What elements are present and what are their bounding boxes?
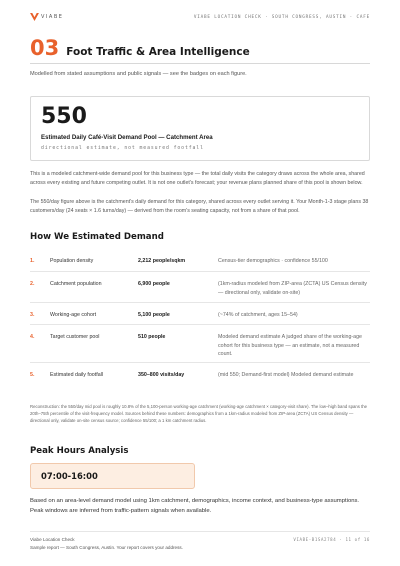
section-divider	[30, 63, 370, 64]
row-note: (1km-radius modeled from ZIP-area (ZCTA) US Census density — directional only, validate on-site)	[218, 281, 367, 296]
row-note: Census-tier demographics · confidence 55/100	[218, 258, 328, 264]
row-value: 2,212 people/sqkm	[138, 258, 186, 264]
logo-text: VIABE	[41, 14, 64, 20]
row-note: (mid 550; Demand-first model) Modeled demand estimate	[218, 372, 354, 378]
kpi-subtitle: directional estimate, not measured footfall	[41, 146, 204, 151]
page-header	[30, 10, 370, 24]
kpi-card	[30, 96, 370, 161]
row-value: 350–800 visits/day	[138, 372, 185, 378]
row-number: 2.	[30, 281, 35, 287]
row-number: 5.	[30, 372, 35, 378]
section-intro: Modelled from stated assumptions and public signals — see the badges on each figure.	[30, 71, 247, 77]
peak-hours-badge	[30, 463, 195, 489]
kpi-label: Estimated Daily Café-Visit Demand Pool — Catchment Area	[41, 134, 213, 141]
footer-divider	[30, 531, 370, 532]
row-note: (~74% of catchment, ages 15–54)	[218, 312, 298, 318]
header-context: VIABE LOCATION CHECK · SOUTH CONGRESS, AUSTIN · CAFE	[193, 14, 370, 20]
table-row	[30, 363, 370, 395]
footer-note: Sample report — South Congress, Austin. Your report covers your address.	[30, 545, 183, 550]
peak-hours-description: Based on an area-level demand model using 1km catchment, demographics, income context, and business-type assumptions. Peak windows are inferred from traffic-pattern signals when available.	[30, 498, 360, 514]
row-metric: Catchment population	[50, 281, 102, 287]
kpi-value: 550	[41, 104, 87, 129]
row-value: 5,100 people	[138, 312, 170, 318]
peak-hours-value: 07:00-16:00	[41, 471, 98, 481]
section-number: 03	[30, 36, 60, 60]
table-row	[30, 249, 370, 272]
row-number: 1.	[30, 258, 35, 264]
section-heading: Foot Traffic & Area Intelligence	[66, 46, 250, 58]
row-note: Modeled demand estimate A judged share of the working-age cohort for this business type — an estimate, not a measured count.	[218, 334, 362, 358]
table-row	[30, 325, 370, 363]
table-row	[30, 272, 370, 303]
peak-hours-heading: Peak Hours Analysis	[30, 446, 129, 456]
row-metric: Target customer pool	[50, 334, 100, 340]
methodology-footnote: Reconstruction: the 550/day mid pool is roughly 10.8% of the 5,100-person working-age catchment (working-age catchment × category-visit share). The low–high band spans the 20th–75th percentile of the visit-frequency model. Sources behind these numbers: demographics from a 1km-radius modeled from ZIP-area (ZCTA) US Census density — directional only, validate on-site census source; confidence 55/100; a 1 km catchment radius.	[30, 404, 368, 423]
viabe-logo-icon	[30, 13, 39, 21]
row-metric: Working-age cohort	[50, 312, 97, 318]
row-value: 6,900 people	[138, 281, 170, 287]
section-title	[30, 38, 370, 59]
footer-left	[30, 536, 183, 552]
row-number: 4.	[30, 334, 35, 340]
row-metric: Estimated daily footfall	[50, 372, 103, 378]
table-row	[30, 303, 370, 325]
explanation-paragraph: The 550/day figure above is the catchment's daily demand for this category, shared across every outlet serving it. Your Month-1-3 stage plans 38 customers/day (24 seats × 1.6 turns/day) — derived from the room's seating capacity, not from a share of that pool.	[30, 199, 369, 214]
brand-logo	[30, 13, 63, 21]
row-value: 510 people	[138, 334, 166, 340]
estimation-heading: How We Estimated Demand	[30, 232, 164, 242]
page-indicator: VIABE-B1SA2784 · 11 of 16	[293, 537, 370, 542]
row-number: 3.	[30, 312, 35, 318]
row-metric: Population density	[50, 258, 94, 264]
explanation-paragraph: This is a modeled catchment-wide demand pool for this business type — the total daily visits the category draws across the whole area, shared across every existing and future competing outlet. It is not one outlet's forecast; your revenue plans planned share of this pool is shown below.	[30, 171, 365, 186]
footer-brand: Viabe Location Check	[30, 537, 75, 542]
